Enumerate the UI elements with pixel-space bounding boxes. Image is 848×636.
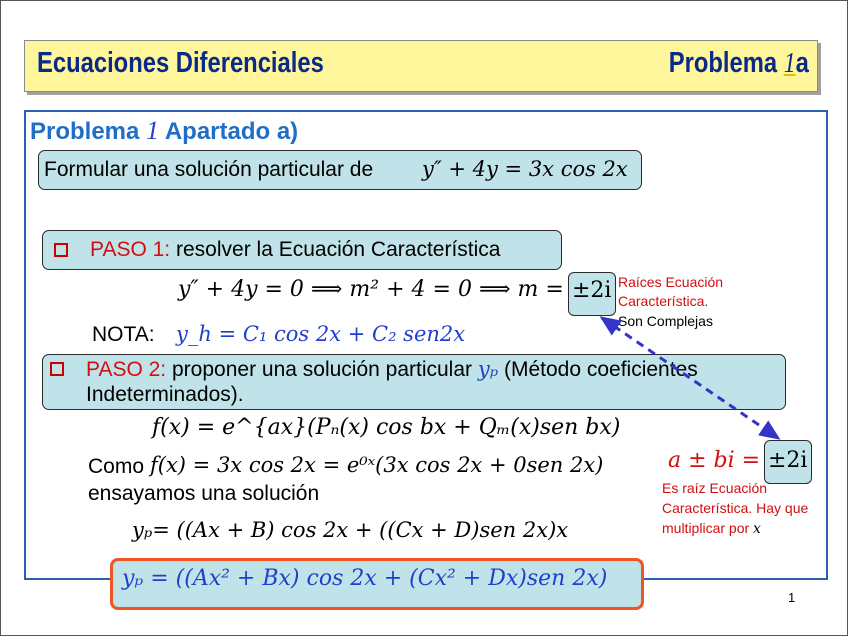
ensayamos-text: ensayamos una solución (88, 482, 320, 505)
paso1-text: resolver la Ecuación Característica (176, 238, 501, 261)
problem-title-prefix: Problema (668, 47, 784, 79)
page-number: 1 (788, 590, 796, 605)
paso2-text: proponer una solución particular (172, 358, 473, 381)
roots-note-1: Raíces Ecuación (618, 274, 724, 290)
course-title: Ecuaciones Diferenciales (37, 47, 324, 79)
abi-note-3-text: multiplicar por (662, 520, 750, 536)
abi-note-1: Es raíz Ecuación (662, 480, 768, 496)
como-equation: f(x) = 3x cos 2x = e⁰ˣ(3x cos 2x + 0sen 2x) (150, 453, 604, 477)
roots-note-2: Característica. (618, 293, 709, 309)
paso2-label: PASO 2: (86, 358, 167, 381)
general-form-equation: f(x) = e^{ax}(Pₙ(x) cos bx + Qₘ(x)sen bx) (152, 415, 621, 440)
abi-note-2: Característica. Hay que (662, 500, 809, 516)
roots-value: ±2i (572, 278, 612, 303)
paso2-line2: Indeterminados). (86, 383, 244, 406)
abi-note-x: x (753, 521, 761, 537)
section-title-suffix: Apartado a) (159, 118, 299, 145)
roots-note-3: Son Complejas (618, 313, 713, 329)
statement-equation: y″ + 4y = 3x cos 2x (422, 157, 628, 181)
como-label: Como (88, 455, 145, 478)
abi-note-3 (662, 520, 761, 537)
trial-solution: yₚ= ((Ax + B) cos 2x + ((Cx + D)sen 2x)x (132, 518, 569, 542)
statement-text: Formular una solución particular de (44, 158, 374, 181)
nota-label: NOTA: (92, 323, 155, 346)
characteristic-equation: y″ + 4y = 0 ⟹ m² + 4 = 0 ⟹ m = (178, 277, 564, 302)
final-answer: yₚ = ((Ax² + Bx) cos 2x + (Cx² + Dx)sen 2x) (122, 566, 608, 591)
paso2-text2: (Método coeficientes (503, 358, 698, 381)
paso1-label: PASO 1: (90, 238, 171, 261)
problem-title-number: 1 (783, 47, 796, 79)
section-title-prefix: Problema (30, 118, 147, 145)
abi-value: ±2i (768, 448, 808, 473)
section-title-number: 1 (146, 116, 160, 145)
nota-equation: y_h = C₁ cos 2x + C₂ sen2x (176, 322, 466, 346)
abi-equation: a ± bi = (668, 448, 761, 473)
problem-title-suffix: a (795, 47, 809, 79)
paso2-yp: yₚ (477, 357, 499, 381)
